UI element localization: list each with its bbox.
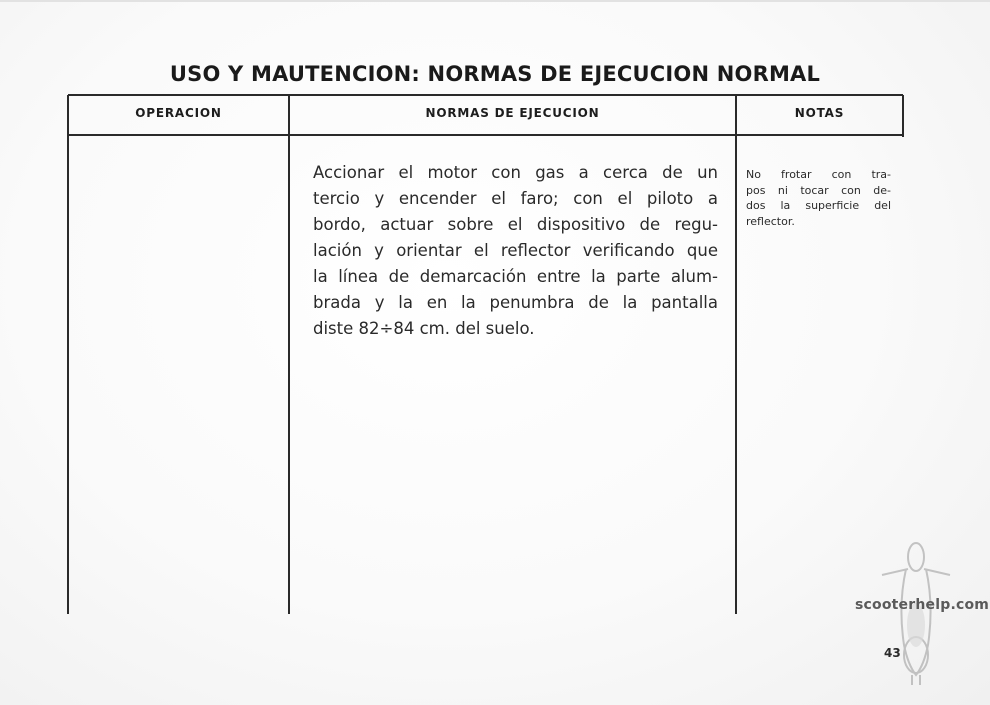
notes-line: dos la superficie del (746, 199, 891, 212)
notes-line: reflector. (746, 214, 795, 228)
notes-cell (746, 167, 891, 229)
norms-line: tercio y encender el faro; con el piloto a (313, 189, 718, 208)
table-column-divider-1 (288, 95, 290, 614)
norms-cell (313, 160, 718, 342)
column-header-operation: OPERACION (135, 106, 222, 120)
table-top-rule (68, 94, 903, 96)
table-right-border (902, 95, 904, 137)
column-header-notes: NOTAS (794, 106, 845, 120)
norms-line: la línea de demarcación entre la parte alum- (313, 267, 718, 286)
page-top-edge (0, 0, 990, 2)
norms-line: lación y orientar el reflector verificando que (313, 241, 718, 260)
watermark-text: scooterhelp.com (855, 597, 990, 613)
table-header-rule (68, 134, 903, 136)
norms-line: Accionar el motor con gas a cerca de un (313, 163, 718, 182)
page-number: 43 (884, 646, 901, 660)
norms-line: brada y la en la penumbra de la pantalla (313, 293, 718, 312)
page-title: USO Y MAUTENCION: NORMAS DE EJECUCION NORMAL (169, 62, 821, 86)
notes-line: No frotar con tra- (746, 168, 891, 181)
notes-line: pos ni tocar con de- (746, 183, 891, 197)
norms-line: diste 82÷84 cm. del suelo. (313, 319, 535, 338)
column-header-norms: NORMAS DE EJECUCION (425, 106, 600, 120)
table-column-divider-2 (735, 95, 737, 614)
table-left-border (67, 95, 69, 614)
norms-line: bordo, actuar sobre el dispositivo de regu- (313, 215, 718, 234)
